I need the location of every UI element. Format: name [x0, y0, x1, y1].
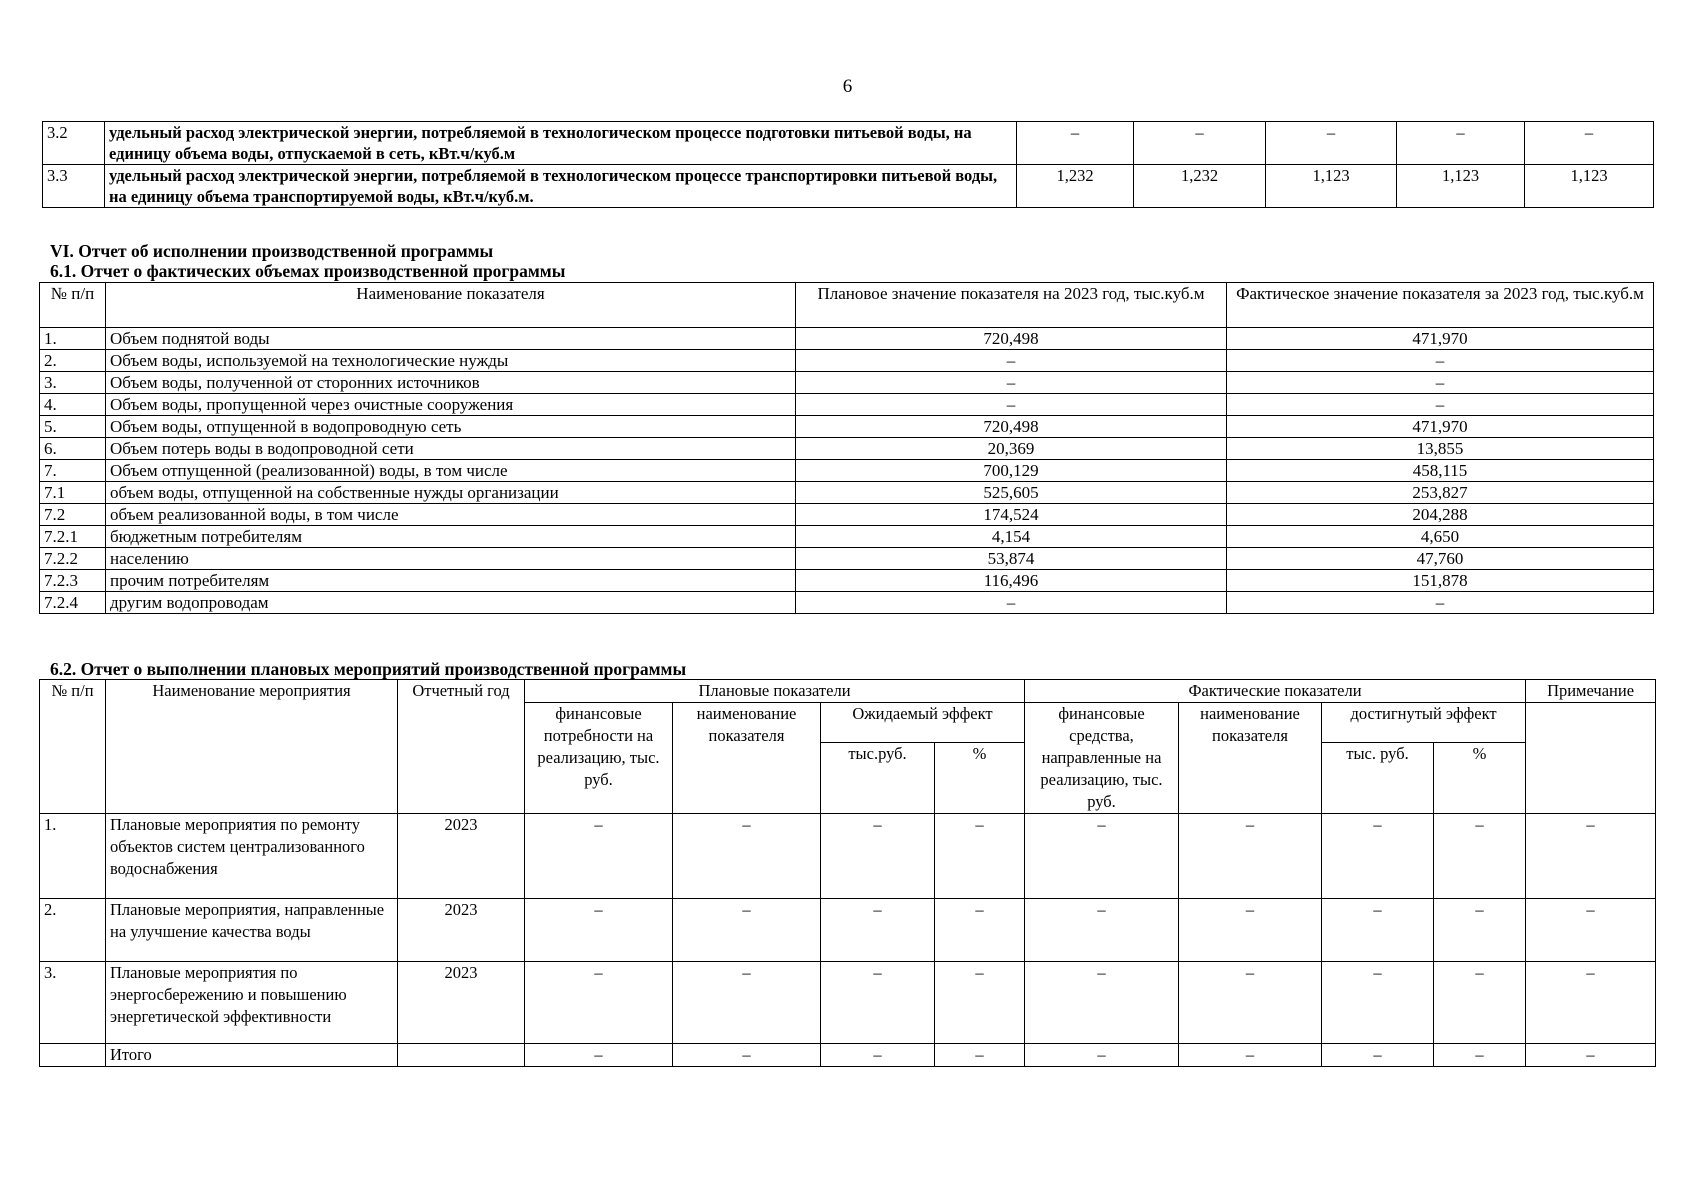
table-row — [40, 548, 1654, 570]
value-cell: – — [1179, 899, 1322, 962]
row-number: 3. — [40, 962, 106, 1044]
value-cell: – — [935, 962, 1025, 1044]
row-name: Объем воды, отпущенной в водопроводную сеть — [106, 416, 796, 438]
value-cell: 1,232 — [1017, 165, 1134, 208]
row-number: 1. — [40, 814, 106, 899]
value-cell: – — [673, 899, 821, 962]
row-name: Плановые мероприятия по ремонту объектов систем централизованного водоснабжения — [106, 814, 398, 899]
value-cell: 1,123 — [1525, 165, 1654, 208]
row-name: Объем поднятой воды — [106, 328, 796, 350]
total-value: – — [673, 1044, 821, 1067]
row-number: 3.3 — [43, 165, 105, 208]
row-description: удельный расход электрической энергии, потребляемой в технологическом процессе транспортировки питьевой воды, на единицу объема транспортируемой воды, кВт.ч/куб.м. — [105, 165, 1017, 208]
value-cell: – — [1322, 814, 1434, 899]
row-name: Объем воды, пропущенной через очистные сооружения — [106, 394, 796, 416]
header-number: № п/п — [40, 680, 106, 814]
value-cell: – — [1434, 962, 1526, 1044]
header-plan-pct: % — [935, 743, 1025, 814]
row-name: Объем воды, используемой на технологические нужды — [106, 350, 796, 372]
plan-value: – — [796, 394, 1227, 416]
plan-value: 720,498 — [796, 328, 1227, 350]
total-value: – — [525, 1044, 673, 1067]
header-actual: Фактические показатели — [1025, 680, 1526, 703]
value-cell: – — [1025, 962, 1179, 1044]
value-cell: – — [1025, 899, 1179, 962]
value-cell: – — [525, 899, 673, 962]
table-row — [40, 814, 1656, 899]
value-cell: 1,232 — [1134, 165, 1266, 208]
row-name: объем воды, отпущенной на собственные нужды организации — [106, 482, 796, 504]
row-number: 2. — [40, 899, 106, 962]
header-act-effect: достигнутый эффект — [1322, 703, 1526, 743]
row-number: 7.2 — [40, 504, 106, 526]
row-number: 4. — [40, 394, 106, 416]
header-name: Наименование мероприятия — [106, 680, 398, 814]
plan-value: 53,874 — [796, 548, 1227, 570]
value-cell: – — [821, 899, 935, 962]
table-row — [40, 438, 1654, 460]
row-name: населению — [106, 548, 796, 570]
total-value: – — [1322, 1044, 1434, 1067]
fact-value: – — [1227, 592, 1654, 614]
row-description: удельный расход электрической энергии, потребляемой в технологическом процессе подготовки питьевой воды, на единицу объема воды, отпускаемой в сеть, кВт.ч/куб.м — [105, 122, 1017, 165]
row-number-empty — [40, 1044, 106, 1067]
table-header-row — [40, 283, 1654, 328]
table-row — [40, 482, 1654, 504]
value-cell: – — [673, 962, 821, 1044]
row-number: 7. — [40, 460, 106, 482]
fact-value: – — [1227, 372, 1654, 394]
row-number: 7.2.1 — [40, 526, 106, 548]
production-volumes-table — [39, 282, 1654, 614]
section-title: VI. Отчет об исполнении производственной программы — [50, 241, 494, 261]
value-cell: – — [1134, 122, 1266, 165]
table-body — [40, 814, 1656, 1067]
header-plan-rub: тыс.руб. — [821, 743, 935, 814]
row-number: 7.2.2 — [40, 548, 106, 570]
plan-value: 116,496 — [796, 570, 1227, 592]
fact-value: 47,760 — [1227, 548, 1654, 570]
total-row — [40, 1044, 1656, 1067]
value-cell: – — [935, 899, 1025, 962]
value-cell: – — [821, 814, 935, 899]
table-row — [40, 394, 1654, 416]
row-year: 2023 — [398, 899, 525, 962]
value-cell: – — [1526, 899, 1656, 962]
row-number: 5. — [40, 416, 106, 438]
value-cell: 1,123 — [1397, 165, 1525, 208]
table-row — [40, 526, 1654, 548]
row-name: объем реализованной воды, в том числе — [106, 504, 796, 526]
row-number: 3. — [40, 372, 106, 394]
table-row — [40, 416, 1654, 438]
value-cell: – — [673, 814, 821, 899]
row-name: другим водопроводам — [106, 592, 796, 614]
fact-value: 13,855 — [1227, 438, 1654, 460]
fact-value: 471,970 — [1227, 416, 1654, 438]
value-cell: – — [1525, 122, 1654, 165]
row-number: 7.2.3 — [40, 570, 106, 592]
table-row — [40, 372, 1654, 394]
value-cell: – — [1266, 122, 1397, 165]
total-value: – — [1434, 1044, 1526, 1067]
value-cell: – — [1526, 962, 1656, 1044]
row-number: 7.1 — [40, 482, 106, 504]
table-header-row — [40, 680, 1656, 703]
value-cell: – — [1017, 122, 1134, 165]
value-cell: – — [1179, 814, 1322, 899]
page-number: 6 — [842, 76, 853, 97]
total-label: Итого — [106, 1044, 398, 1067]
row-name: Объем потерь воды в водопроводной сети — [106, 438, 796, 460]
header-plan-effect: Ожидаемый эффект — [821, 703, 1025, 743]
plan-value: 4,154 — [796, 526, 1227, 548]
header-act-pct: % — [1434, 743, 1526, 814]
fact-value: 204,288 — [1227, 504, 1654, 526]
total-value: – — [821, 1044, 935, 1067]
table-row — [40, 592, 1654, 614]
table-row — [40, 962, 1656, 1044]
header-name: Наименование показателя — [106, 283, 796, 328]
row-year-empty — [398, 1044, 525, 1067]
fact-value: 151,878 — [1227, 570, 1654, 592]
header-number: № п/п — [40, 283, 106, 328]
table-row — [40, 899, 1656, 962]
row-year: 2023 — [398, 814, 525, 899]
value-cell: – — [525, 814, 673, 899]
section-title: 6.1. Отчет о фактических объемах производственной программы — [50, 261, 566, 281]
table-row — [40, 350, 1654, 372]
value-cell: 1,123 — [1266, 165, 1397, 208]
header-year: Отчетный год — [398, 680, 525, 814]
value-cell: – — [1397, 122, 1525, 165]
total-value: – — [1179, 1044, 1322, 1067]
value-cell: – — [1434, 899, 1526, 962]
row-number: 7.2.4 — [40, 592, 106, 614]
total-value: – — [935, 1044, 1025, 1067]
row-name: Объем отпущенной (реализованной) воды, в том числе — [106, 460, 796, 482]
header-act-fin: финансовые средства, направленные на реализацию, тыс. руб. — [1025, 703, 1179, 814]
plan-value: – — [796, 350, 1227, 372]
table-row — [40, 328, 1654, 350]
table-body — [40, 328, 1654, 614]
row-year: 2023 — [398, 962, 525, 1044]
value-cell: – — [1179, 962, 1322, 1044]
header-planned: Плановые показатели — [525, 680, 1025, 703]
value-cell: – — [1526, 814, 1656, 899]
header-plan-indicator: наименование показателя — [673, 703, 821, 814]
header-act-indicator: наименование показателя — [1179, 703, 1322, 814]
fact-value: – — [1227, 350, 1654, 372]
row-number: 2. — [40, 350, 106, 372]
row-name: Объем воды, полученной от сторонних источников — [106, 372, 796, 394]
plan-value: – — [796, 592, 1227, 614]
table-row — [40, 460, 1654, 482]
plan-value: 720,498 — [796, 416, 1227, 438]
plan-value: 525,605 — [796, 482, 1227, 504]
table-row — [40, 570, 1654, 592]
header-act-rub: тыс. руб. — [1322, 743, 1434, 814]
fact-value: 253,827 — [1227, 482, 1654, 504]
section-title: 6.2. Отчет о выполнении плановых мероприятий производственной программы — [50, 659, 687, 679]
value-cell: – — [821, 962, 935, 1044]
plan-value: 20,369 — [796, 438, 1227, 460]
plan-value: – — [796, 372, 1227, 394]
planned-measures-table — [39, 679, 1656, 1067]
header-note: Примечание — [1526, 680, 1656, 703]
fact-value: – — [1227, 394, 1654, 416]
row-number: 6. — [40, 438, 106, 460]
header-plan: Плановое значение показателя на 2023 год, тыс.куб.м — [796, 283, 1227, 328]
energy-consumption-table — [42, 121, 1654, 208]
value-cell: – — [1322, 962, 1434, 1044]
row-number: 1. — [40, 328, 106, 350]
table-row — [43, 122, 1654, 165]
row-name: бюджетным потребителям — [106, 526, 796, 548]
row-name: Плановые мероприятия, направленные на улучшение качества воды — [106, 899, 398, 962]
fact-value: 4,650 — [1227, 526, 1654, 548]
plan-value: 174,524 — [796, 504, 1227, 526]
row-name: Плановые мероприятия по энергосбережению и повышению энергетической эффективности — [106, 962, 398, 1044]
value-cell: – — [1025, 814, 1179, 899]
row-number: 3.2 — [43, 122, 105, 165]
value-cell: – — [525, 962, 673, 1044]
value-cell: – — [1434, 814, 1526, 899]
table-row — [40, 504, 1654, 526]
row-name: прочим потребителям — [106, 570, 796, 592]
total-value: – — [1526, 1044, 1656, 1067]
value-cell: – — [1322, 899, 1434, 962]
total-value: – — [1025, 1044, 1179, 1067]
header-plan-fin: финансовые потребности на реализацию, тыс. руб. — [525, 703, 673, 814]
fact-value: 471,970 — [1227, 328, 1654, 350]
header-fact: Фактическое значение показателя за 2023 год, тыс.куб.м — [1227, 283, 1654, 328]
fact-value: 458,115 — [1227, 460, 1654, 482]
header-note-empty — [1526, 703, 1656, 814]
plan-value: 700,129 — [796, 460, 1227, 482]
table-row — [43, 165, 1654, 208]
value-cell: – — [935, 814, 1025, 899]
